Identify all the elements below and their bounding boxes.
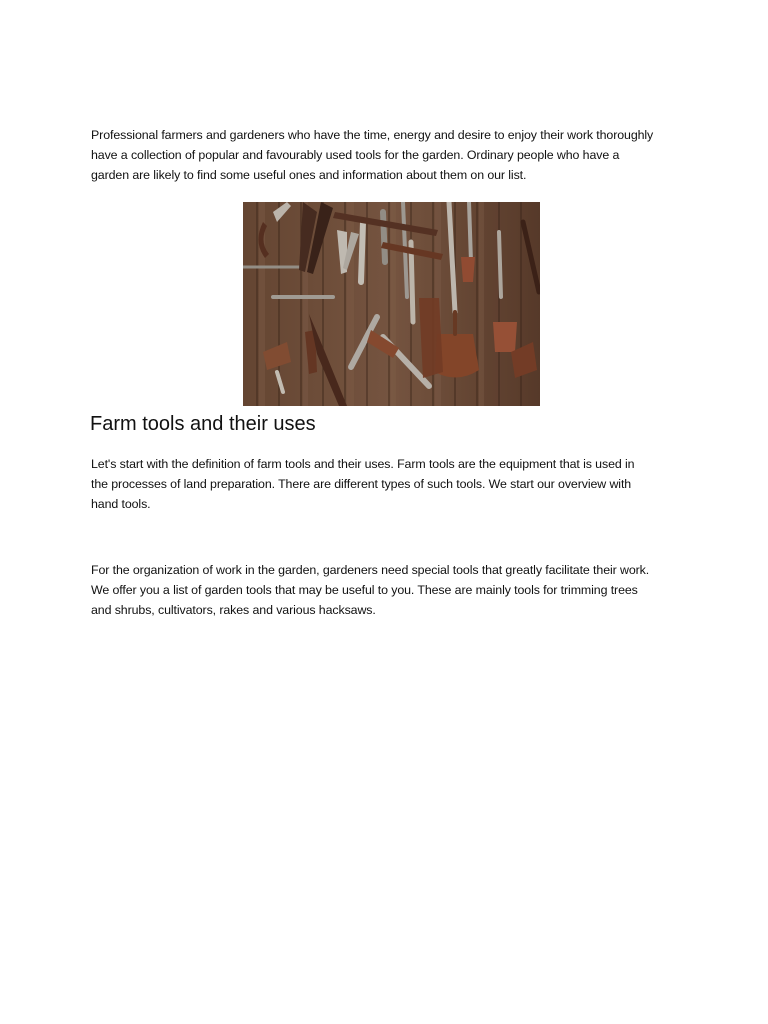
definition-paragraph — [91, 454, 691, 514]
definition-line-3: hand tools. — [91, 497, 151, 511]
intro-line-3: garden are likely to find some useful ones and information about them on our list. — [91, 168, 527, 182]
organization-paragraph — [91, 560, 691, 620]
organization-line-3: and shrubs, cultivators, rakes and various hacksaws. — [91, 603, 376, 617]
intro-line-2: have a collection of popular and favourably used tools for the garden. Ordinary people who have a — [91, 148, 620, 162]
definition-line-1: Let's start with the definition of farm tools and their uses. Farm tools are the equipment that is used in — [91, 457, 635, 471]
definition-line-2: the processes of land preparation. There are different types of such tools. We start our overview with — [91, 477, 632, 491]
garden-tools-photo — [243, 202, 540, 406]
section-heading: Farm tools and their uses — [90, 413, 316, 435]
organization-line-1: For the organization of work in the garden, gardeners need special tools that greatly facilitate their work. — [91, 563, 650, 577]
intro-line-1: Professional farmers and gardeners who have the time, energy and desire to enjoy their work thoroughly — [91, 128, 654, 142]
organization-line-2: We offer you a list of garden tools that may be useful to you. These are mainly tools for trimming trees — [91, 583, 638, 597]
intro-paragraph — [91, 125, 691, 185]
